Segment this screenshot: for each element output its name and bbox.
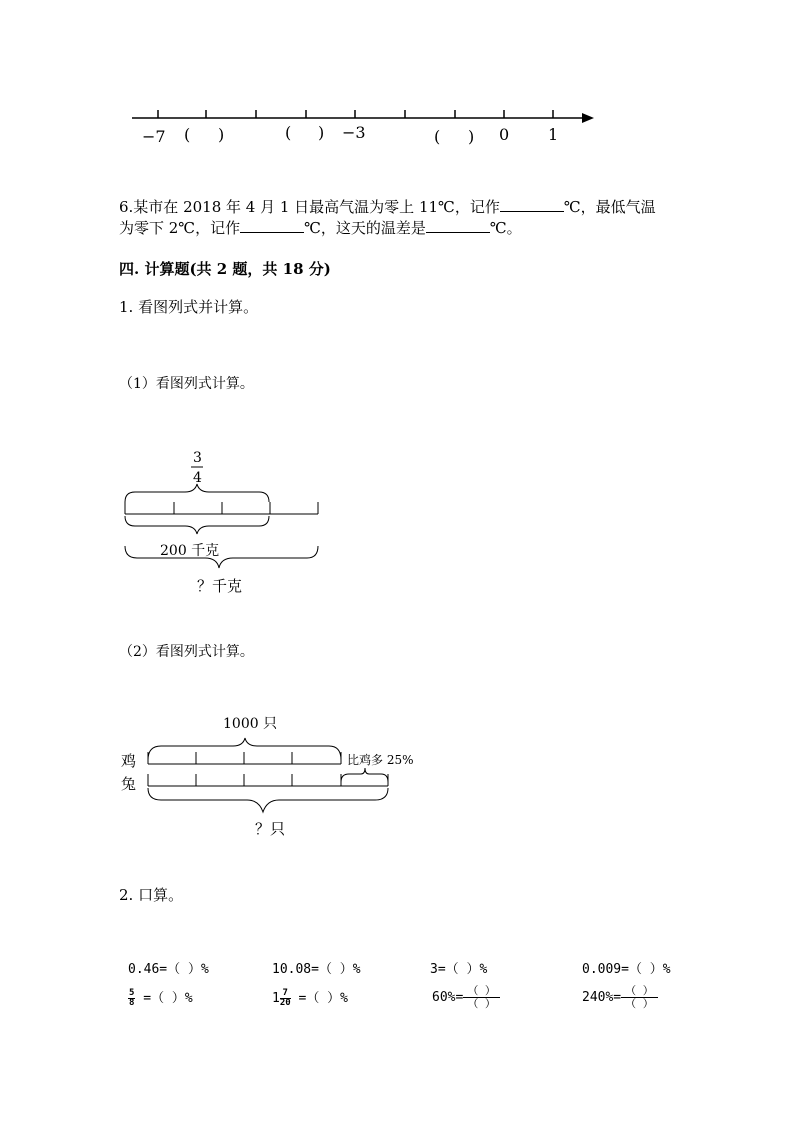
q6-text-2a: 为零下 2℃，记作: [119, 219, 241, 237]
top-brace: [125, 484, 269, 502]
fraction-denominator: 8: [129, 998, 135, 1008]
oral-item[interactable]: [128, 987, 193, 1008]
fraction-denominator: （ ）: [625, 997, 654, 1010]
tick-label: ): [218, 125, 225, 144]
oral-item[interactable]: [272, 987, 348, 1008]
q6-text-1a: 6.某市在 2018 年 4 月 1 日最高气温为零上 11℃，记作: [119, 198, 500, 216]
diagram-1: [115, 440, 335, 600]
fraction-numerator: 3: [193, 450, 202, 466]
sub-question-1-label: （1）看图列式计算。: [119, 376, 254, 392]
tick-label: (: [434, 127, 441, 146]
q6-text-2c: ℃。: [489, 219, 522, 237]
diagram-2: [115, 708, 435, 848]
tick-label: (: [285, 123, 292, 142]
row-label-rabbit: 兔: [121, 775, 137, 793]
answer-blank[interactable]: [240, 218, 304, 233]
fraction: [280, 989, 291, 1008]
extra-brace: [341, 768, 388, 782]
fraction-numerator: 5: [129, 988, 135, 998]
tick-label: −7: [142, 127, 166, 146]
question-1-title: 1. 看图列式并计算。: [119, 298, 259, 316]
tick-label: 1: [548, 125, 559, 144]
oral-item[interactable]: 10.08=（ ）%: [272, 962, 361, 977]
q6-text-1b: ℃，最低气温: [563, 198, 656, 216]
question-6: [119, 197, 656, 239]
fraction-numerator: （ ）: [621, 985, 658, 998]
fraction-numerator: （ ）: [463, 985, 500, 998]
lower-brace-part: [125, 516, 269, 534]
fraction-blank: [463, 985, 500, 1010]
fraction-denominator: 20: [279, 998, 291, 1008]
section-heading: 四. 计算题(共 2 题，共 18 分): [119, 260, 331, 278]
extra-label: 比鸡多 25%: [347, 753, 414, 767]
answer-blank[interactable]: [500, 197, 564, 212]
question-2-title: 2. 口算。: [119, 886, 184, 904]
weight-label: 200 千克: [160, 543, 220, 559]
tick-label: (: [184, 125, 191, 144]
fraction-numerator: 7: [280, 989, 291, 999]
question-label: ？千克: [197, 577, 243, 595]
tick-label: ): [318, 123, 325, 142]
oral-item[interactable]: 0.009=（ ）%: [582, 962, 671, 977]
row-label-chicken: 鸡: [121, 752, 137, 770]
expr-lead: 60%=: [432, 990, 464, 1005]
fraction-denominator: （ ）: [467, 997, 496, 1010]
whole-brace: [125, 546, 318, 568]
whole-number: 1: [272, 991, 280, 1006]
oral-item[interactable]: [582, 985, 658, 1010]
oral-item[interactable]: [432, 985, 500, 1010]
oral-item[interactable]: 0.46=（ ）%: [128, 962, 209, 977]
bottom-brace: [148, 788, 388, 812]
fraction-blank: [621, 985, 658, 1010]
sub-question-2-label: （2）看图列式计算。: [119, 644, 254, 660]
number-line: [120, 100, 610, 150]
answer-blank[interactable]: [426, 218, 490, 233]
question-label: ？只: [255, 820, 286, 838]
fraction: [128, 989, 135, 1008]
expr-lead: 240%=: [582, 990, 622, 1005]
expr-rest: =（ ）%: [143, 991, 193, 1006]
expr-rest: =（ ）%: [298, 991, 348, 1006]
tick-label: 0: [499, 125, 510, 144]
tick-label: −3: [342, 123, 366, 142]
top-label: 1000 只: [223, 716, 278, 732]
q6-text-2b: ℃，这天的温差是: [304, 219, 426, 237]
fraction-denominator: 4: [193, 470, 202, 486]
oral-item[interactable]: 3=（ ）%: [430, 962, 488, 977]
tick-label: ): [468, 127, 475, 146]
